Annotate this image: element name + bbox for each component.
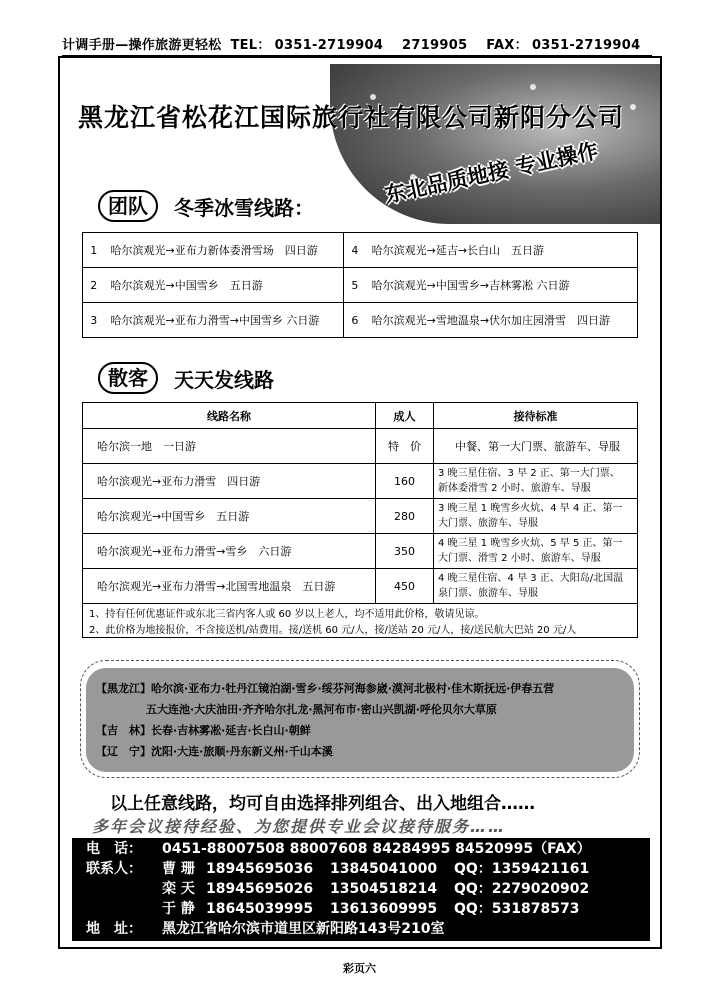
- person-name: 于 静: [162, 901, 195, 917]
- route-standard: [434, 499, 638, 534]
- price-note: 2、此价格为地接报价，不含接送机/站费用。接/送机 60 元/人，接/送站 20 元/人，接/送民航大巴站 20 元/人: [83, 621, 638, 638]
- table-row: [83, 233, 638, 268]
- address-text: 黑龙江省哈尔滨市道里区新阳路143号210室: [162, 921, 445, 937]
- person-tel1: 18945695036: [206, 861, 314, 877]
- route-number: 6: [344, 303, 366, 338]
- route-number: 5: [344, 268, 366, 303]
- standard-line: 中餐、第一大门票、旅游车、导服: [455, 439, 620, 453]
- route-price: 350: [376, 534, 434, 569]
- destinations-box: [86, 668, 634, 772]
- company-name: 黑龙江省松花江国际旅行社有限公司新阳分公司: [78, 103, 625, 132]
- route-number: 4: [351, 243, 359, 257]
- standard-line: 4 晚三星 1 晚雪乡火炕、5 早 5 正、第一: [438, 538, 623, 549]
- route-name: 哈尔滨观光→延吉→长白山 五日游: [371, 244, 545, 257]
- person-qq: QQ：2279020902: [454, 881, 590, 897]
- table-row: [83, 268, 638, 303]
- phone-label: 电 话：: [86, 841, 142, 857]
- route-name: 哈尔滨观光→中国雪乡 五日游: [83, 499, 376, 534]
- route-price: 160: [376, 464, 434, 499]
- fit-title: 天天发线路: [174, 367, 274, 392]
- person-tel2: 13504518214: [330, 881, 438, 897]
- header-adult: 成人: [376, 403, 434, 429]
- person-tel1: 18945695026: [206, 881, 314, 897]
- fax-number: 0351-2719904: [531, 38, 641, 53]
- spacer: [86, 899, 162, 919]
- tel-number-1: 0351-2719904: [274, 38, 384, 53]
- fit-routes-table: [82, 402, 638, 638]
- route-name: 哈尔滨观光→亚布力滑雪 四日游: [83, 464, 376, 499]
- team-title: 冬季冰雪线路：: [174, 195, 314, 220]
- route-price: 280: [376, 499, 434, 534]
- person-row: [86, 899, 650, 919]
- route-standard: [434, 534, 638, 569]
- table-row: [83, 303, 638, 338]
- promo-combination: 以上任意线路，均可自由选择排列组合、出入地组合……: [110, 794, 535, 814]
- route-price: 450: [376, 569, 434, 604]
- table-row: [83, 464, 638, 499]
- team-routes-table: [82, 232, 638, 338]
- region-heilongjiang-cont: 五大连池·大庆油田·齐齐哈尔扎龙·黑河布市·密山兴凯湖·呼伦贝尔大草原: [146, 703, 497, 716]
- table-row: [83, 569, 638, 604]
- standard-line: 大门票、滑雪 2 小时、旅游车、导服: [438, 553, 601, 564]
- route-name: 哈尔滨观光→雪地温泉→伏尔加庄园滑雪 四日游: [366, 303, 638, 338]
- standard-line: 3 晚三星 1 晚雪乡火炕、4 早 4 正、第一: [438, 503, 623, 514]
- region-heilongjiang: 【黑龙江】哈尔滨·亚布力·牡丹江镜泊湖·雪乡·绥芬河海参崴·漠河北极村·佳木斯抚远·伊春五营: [96, 682, 555, 695]
- route-standard: [434, 429, 638, 464]
- person-qq: QQ：531878573: [454, 901, 580, 917]
- note-row: [83, 604, 638, 621]
- person-tel2: 13613609995: [330, 901, 438, 917]
- table-row: [83, 499, 638, 534]
- route-number: 2: [83, 268, 105, 303]
- spacer: [86, 879, 162, 899]
- contact-block: [72, 838, 650, 941]
- table-header-row: [83, 403, 638, 429]
- route-number: 3: [83, 303, 105, 338]
- fit-heading: [98, 362, 274, 394]
- fax-label: FAX：: [486, 38, 528, 53]
- slogan: 东北品质地接 专业操作: [382, 138, 601, 208]
- address-label: 地 址：: [86, 921, 142, 937]
- table-row: [83, 534, 638, 569]
- header-bar: [62, 34, 652, 57]
- team-heading: [98, 190, 314, 222]
- header-standard: 接待标准: [434, 403, 638, 429]
- standard-line: 大门票、旅游车、导服: [438, 518, 538, 529]
- note-row: [83, 621, 638, 638]
- route-number: 1: [90, 243, 98, 257]
- route-name: 哈尔滨观光→中国雪乡 五日游: [105, 268, 344, 303]
- page-number: 彩页六: [343, 962, 376, 975]
- tel-number-2: 2719905: [402, 38, 468, 53]
- tel-label: TEL：: [230, 38, 271, 53]
- address-row: [86, 919, 650, 939]
- person-row: [86, 859, 650, 879]
- route-standard: [434, 464, 638, 499]
- fit-badge: 散客: [98, 362, 158, 394]
- snow-photo: [330, 64, 660, 224]
- route-name: 哈尔滨观光→中国雪乡→吉林雾凇 六日游: [366, 268, 638, 303]
- standard-line: 3 晚三星住宿、3 早 2 正、第一大门票、: [438, 468, 620, 479]
- phone-numbers: 0451-88007508 88007608 84284995 84520995（FAX）: [162, 841, 591, 857]
- person-name: 栾 天: [162, 881, 195, 897]
- route-name: 哈尔滨观光→亚布力滑雪→北国雪地温泉 五日游: [83, 569, 376, 604]
- promo-conference: 多年会议接待经验、为您提供专业会议接待服务……: [92, 817, 507, 836]
- region-jilin: 【吉 林】长春·吉林雾凇·延吉·长白山·朝鲜: [96, 724, 311, 737]
- price-note: 1、持有任何优惠证件或东北三省内客人或 60 岁以上老人，均不适用此价格，敬请见谅。: [83, 604, 638, 621]
- standard-line: 泉门票、旅游车、导服: [438, 588, 538, 599]
- table-row: [83, 429, 638, 464]
- route-standard: [434, 569, 638, 604]
- route-name: 哈尔滨观光→亚布力滑雪→中国雪乡 六日游: [105, 303, 344, 338]
- person-label: 联系人：: [86, 861, 142, 877]
- region-liaoning: 【辽 宁】沈阳·大连·旅顺·丹东新义州·千山本溪: [96, 745, 333, 758]
- person-qq: QQ：1359421161: [454, 861, 590, 877]
- route-name: 哈尔滨一地 一日游: [83, 429, 376, 464]
- person-name: 曹 珊: [162, 861, 195, 877]
- phone-row: [86, 839, 650, 859]
- person-tel2: 13845041000: [330, 861, 438, 877]
- person-row: [86, 879, 650, 899]
- route-name: 哈尔滨观光→亚布力新体委滑雪场 四日游: [105, 233, 344, 268]
- team-badge: 团队: [98, 190, 158, 222]
- header-tagline: 计调手册—操作旅游更轻松: [62, 38, 222, 53]
- route-price: 特 价: [376, 429, 434, 464]
- standard-line: 新体委滑雪 2 小时、旅游车、导服: [438, 483, 591, 494]
- route-name: 哈尔滨观光→亚布力滑雪→雪乡 六日游: [83, 534, 376, 569]
- person-tel1: 18645039995: [206, 901, 314, 917]
- header-route: 线路名称: [83, 403, 376, 429]
- standard-line: 4 晚三星住宿、4 早 3 正、大阳岛/北国温: [438, 573, 624, 584]
